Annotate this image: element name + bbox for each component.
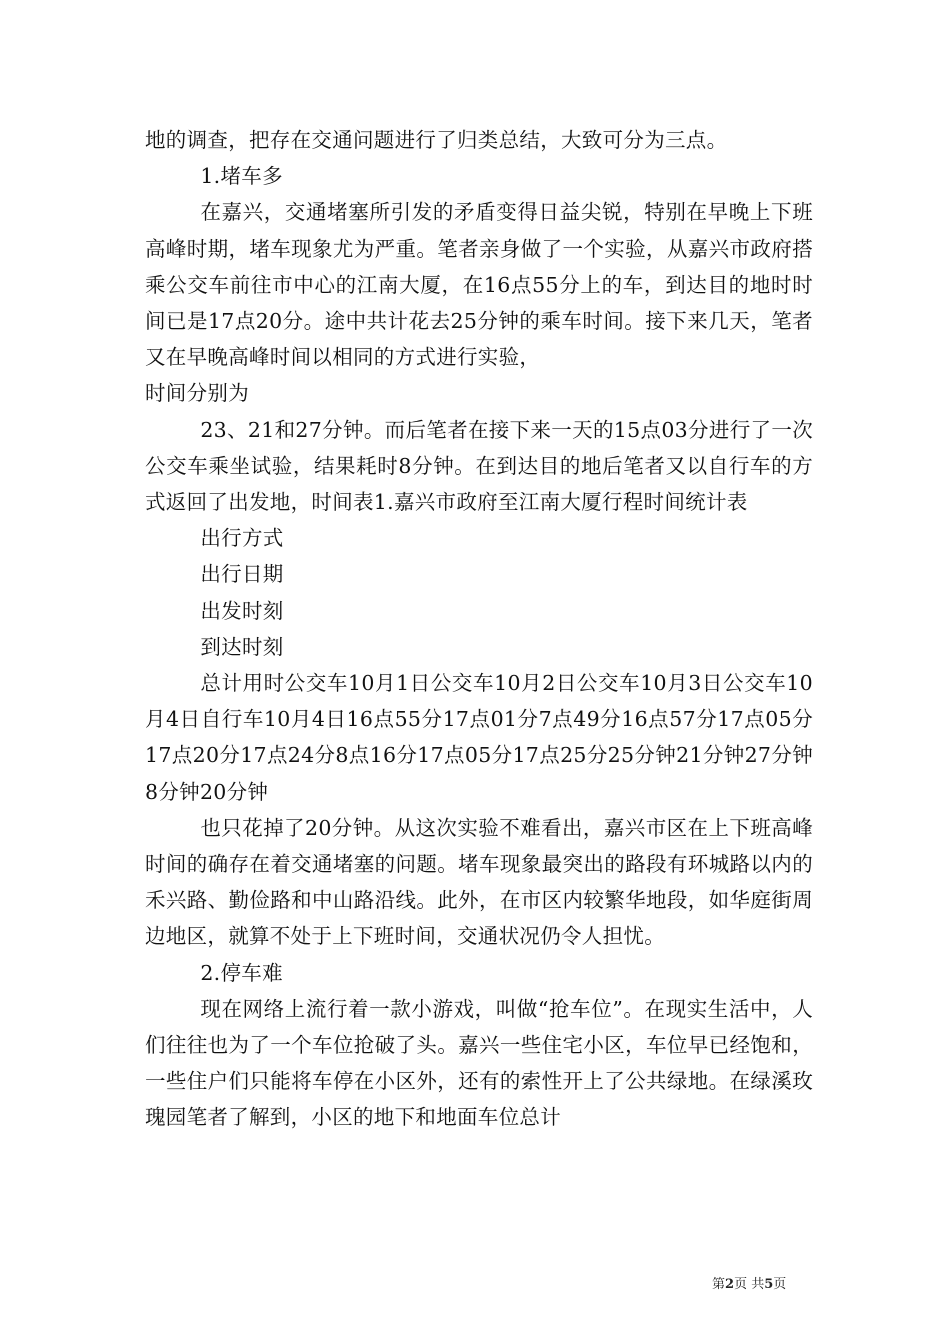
table-header-travel-mode: 出行方式 <box>200 526 284 551</box>
footer-current-page: 2 <box>725 1277 735 1292</box>
document-body <box>145 122 813 1136</box>
paragraph-1: 地的调查，把存在交通问题进行了归类总结，大致可分为三点。 <box>145 128 728 152</box>
paragraph-3: 在嘉兴，交通堵塞所引发的矛盾变得日益尖锐，特别在早晚上下班高峰时期，堵车现象尤为严重。笔者亲身做了一个实验，从嘉兴市政府搭乘公交车前往市中心的江南大厦，在16点55分上的车，到达目的地时时间已是17点20分。途中共计花去25分钟的乘车时间。接下来几天，笔者又在早晚高峰时间以相同的方式进行实验， <box>145 200 813 370</box>
table-header-departure-time: 出发时刻 <box>200 598 284 623</box>
footer-suffix: 页 <box>773 1277 787 1292</box>
footer-total-pages: 5 <box>764 1277 774 1292</box>
table-header-travel-date: 出行日期 <box>200 562 284 587</box>
paragraph-13: 现在网络上流行着一款小游戏，叫做“抢车位”。在现实生活中，人们往往也为了一个车位抢破了头。嘉兴一些住宅小区，车位早已经饱和，一些住户们只能将车停在小区外，还有的索性开上了公共绿地。在绿溪玫瑰园笔者了解到，小区的地下和地面车位总计 <box>145 996 813 1130</box>
footer-middle: 页 共 <box>734 1277 765 1292</box>
section-heading-traffic-jam: 1.堵车多 <box>200 164 283 189</box>
table-header-arrival-time: 到达时刻 <box>200 634 284 659</box>
paragraph-11: 也只花掉了20分钟。从这次实验不难看出，嘉兴市区在上下班高峰时间的确存在着交通堵塞的问题。堵车现象最突出的路段有环城路以内的禾兴路、勤俭路和中山路沿线。此外，在市区内较繁华地段，如华庭街周边地区，就算不处于上下班时间，交通状况仍令人担忧。 <box>145 815 813 949</box>
paragraph-4: 时间分别为 <box>145 381 249 406</box>
footer-prefix: 第 <box>712 1277 726 1292</box>
page-footer <box>712 1276 786 1294</box>
section-heading-parking: 2.停车难 <box>200 960 283 985</box>
paragraph-5: 23、21和27分钟。而后笔者在接下来一天的15点03分进行了一次公交车乘坐试验，结果耗时8分钟。在到达目的地后笔者又以自行车的方式返回了出发地，时间表1.嘉兴市政府至江南大厦行程时间统计表 <box>145 417 813 515</box>
table-data-paragraph: 总计用时公交车10月1日公交车10月2日公交车10月3日公交车10月4日自行车10月4日16点55分17点01分7点49分16点57分17点05分17点20分17点24分8点16分17点05分17点25分25分钟21分钟27分钟8分钟20分钟 <box>145 671 813 804</box>
